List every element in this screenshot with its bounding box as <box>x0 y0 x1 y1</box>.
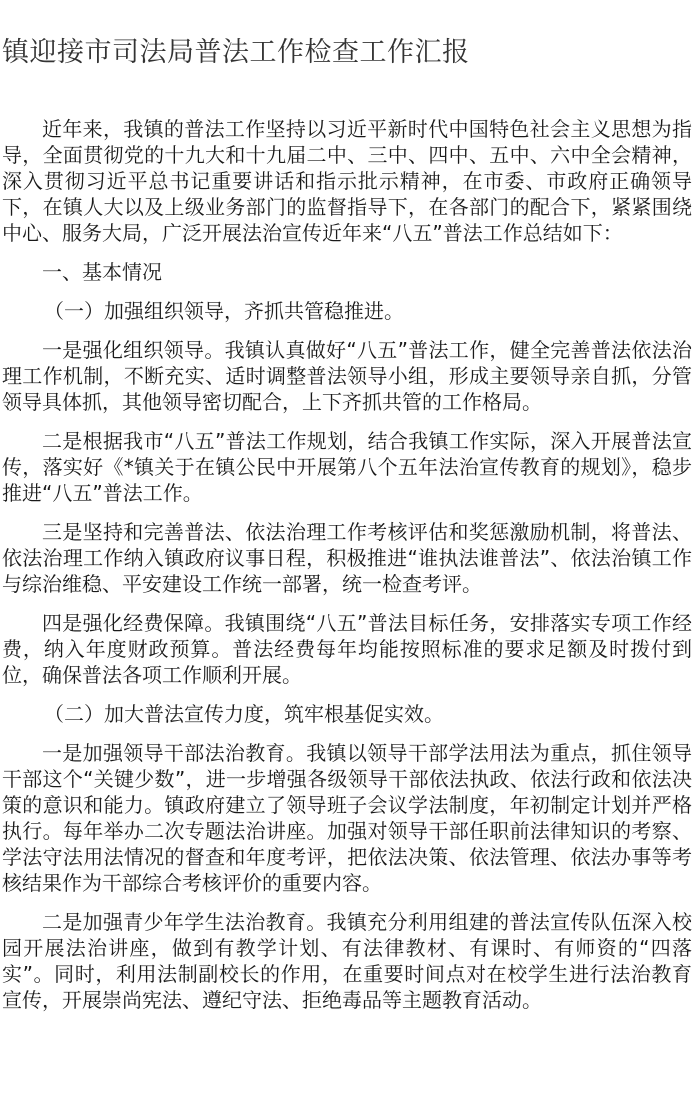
document-body <box>2 116 692 1026</box>
paragraph-cadre-education: 一是加强领导干部法治教育。我镇以领导干部学法用法为重点，抓住领导干部这个“关键少数”，进一步增强各级领导干部依法执政、依法行政和依法决策的意识和能力。镇政府建立了领导班子会议学法制度，年初制定计划并严格执行。每年举办二次专题法治讲座。加强对领导干部任职前法律知识的考察、学法守法用法情况的督查和年度考评，把依法决策、依法管理、依法办事等考核结果作为干部综合考核评价的重要内容。 <box>2 741 692 895</box>
paragraph-organization-leadership: 一是强化组织领导。我镇认真做好“八五”普法工作，健全完善普法依法治理工作机制，不断充实、适时调整普法领导小组，形成主要领导亲自抓，分管领导具体抓，其他领导密切配合，上下齐抓共管的工作格局。 <box>2 338 692 414</box>
subsection-heading-publicity: （二）加大普法宣传力度，筑牢根基促实效。 <box>44 702 444 726</box>
section-heading-basic-situation: 一、基本情况 <box>42 260 162 284</box>
paragraph-youth-education: 二是加强青少年学生法治教育。我镇充分利用组建的普法宣传队伍深入校园开展法治讲座，做到有教学计划、有法律教材、有课时、有师资的“四落实”。同时，利用法制副校长的作用，在重要时间点对在校学生进行法治教育宣传，开展崇尚宪法、遵纪守法、拒绝毒品等主题教育活动。 <box>2 910 692 1012</box>
subsection-heading-organization: （一）加强组织领导，齐抓共管稳推进。 <box>44 299 404 323</box>
document-title: 镇迎接市司法局普法工作检查工作汇报 <box>2 37 470 68</box>
intro-paragraph: 近年来，我镇的普法工作坚持以习近平新时代中国特色社会主义思想为指导，全面贯彻党的十九大和十九届二中、三中、四中、五中、六中全会精神，深入贯彻习近平总书记重要讲话和指示批示精神，在市委、市政府正确领导下，在镇人大以及上级业务部门的监督指导下，在各部门的配合下，紧紧围绕中心、服务大局，广泛开展法治宣传近年来“八五”普法工作总结如下： <box>2 117 692 245</box>
paragraph-funding: 四是强化经费保障。我镇围绕“八五”普法目标任务，安排落实专项工作经费，纳入年度财政预算。普法经费每年均能按照标准的要求足额及时拨付到位，确保普法各项工作顺利开展。 <box>2 611 692 687</box>
paragraph-planning: 二是根据我市“八五”普法工作规划，结合我镇工作实际，深入开展普法宣传，落实好《*镇关于在镇公民中开展第八个五年法治宣传教育的规划》，稳步推进“八五”普法工作。 <box>2 429 692 505</box>
paragraph-assessment-mechanism: 三是坚持和完善普法、依法治理工作考核评估和奖惩激励机制，将普法、依法治理工作纳入镇政府议事日程，积极推进“谁执法谁普法”、依法治镇工作与综治维稳、平安建设工作统一部署，统一检查考评。 <box>2 520 692 596</box>
